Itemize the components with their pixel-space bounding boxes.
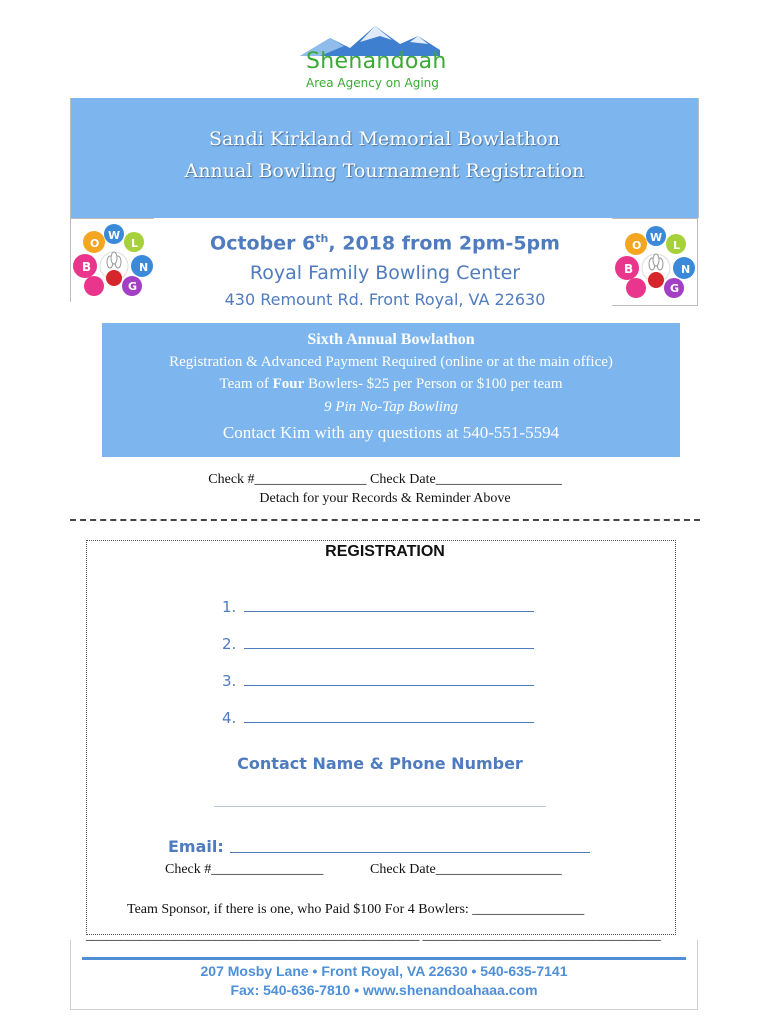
event-date-suffix: th [315, 232, 329, 245]
bowler-number: 4. [222, 709, 237, 727]
team-sponsor-lines: _________________________________________________ ___________________________________ [86, 928, 661, 943]
letter-n: N [681, 263, 691, 276]
bowler-field-1[interactable] [222, 598, 534, 616]
event-address: 430 Remount Rd. Front Royal, VA 22630 [224, 290, 546, 309]
info-box [102, 323, 680, 457]
contact-heading: Contact Name & Phone Number [237, 754, 523, 773]
check-number-field: Check #________________ [165, 862, 324, 877]
bowler-line[interactable] [244, 600, 534, 612]
registration-title: REGISTRATION [325, 543, 445, 560]
footer-fax-web: Fax: 540-636-7810 • www.shenandoahaaa.com [230, 982, 538, 998]
email-label: Email: [168, 837, 224, 856]
title-line-2: Annual Bowling Tournament Registration [184, 160, 585, 182]
bowler-line[interactable] [244, 674, 534, 686]
letter-g: G [670, 282, 680, 295]
footer-address: 207 Mosby Lane • Front Royal, VA 22630 • 540-635-7141 [200, 963, 568, 979]
bowler-number: 3. [222, 672, 237, 690]
letter-b: B [82, 260, 92, 274]
check-date-field: Check Date__________________ [370, 862, 562, 877]
title-line-1: Sandi Kirkland Memorial Bowlathon [209, 128, 560, 150]
bowler-field-3[interactable] [222, 672, 534, 690]
team-sponsor-field: Team Sponsor, if there is one, who Paid $100 For 4 Bowlers: ________________ [127, 902, 585, 917]
letter-o: O [90, 237, 100, 250]
logo-subtitle: Area Agency on Aging [306, 76, 439, 90]
bowling-graphic-right [612, 222, 698, 308]
letter-g: G [128, 280, 138, 293]
bowler-number: 2. [222, 635, 237, 653]
agency-logo [300, 22, 470, 97]
info-contact: Contact Kim with any questions at 540-551-5594 [222, 423, 560, 442]
info-team-count: Four [272, 376, 305, 392]
info-team-pricing [102, 376, 680, 393]
title-banner [70, 98, 699, 218]
bowler-field-4[interactable] [222, 709, 534, 727]
info-format: 9 Pin No-Tap Bowling [323, 399, 459, 415]
contact-name-field[interactable] [214, 806, 546, 807]
footer-rule [82, 957, 686, 960]
bowler-line[interactable] [244, 637, 534, 649]
letter-o: O [632, 239, 642, 252]
bowler-field-2[interactable] [222, 635, 534, 653]
letter-l: L [673, 239, 681, 252]
logo-name: Shenandoah [306, 49, 447, 74]
letter-b: B [624, 262, 634, 276]
receipt-detach-note: Detach for your Records & Reminder Above [259, 491, 511, 506]
info-team-pre: Team of [219, 376, 273, 392]
bowler-number: 1. [222, 598, 237, 616]
event-venue: Royal Family Bowling Center [249, 262, 521, 284]
bowler-line[interactable] [244, 711, 534, 723]
event-date [150, 232, 620, 254]
cut-line [70, 519, 700, 521]
letter-w: W [108, 229, 121, 242]
info-heading: Sixth Annual Bowlathon [307, 331, 475, 348]
letter-l: L [131, 237, 139, 250]
bowling-graphic-left [70, 220, 156, 306]
letter-n: N [139, 261, 149, 274]
info-registration: Registration & Advanced Payment Required (online or at the main office) [169, 354, 613, 370]
letter-w: W [650, 231, 663, 244]
info-team-post: Bowlers- $25 per Person or $100 per team [304, 376, 563, 392]
event-date-time: , 2018 from 2pm-5pm [328, 232, 560, 255]
event-date-main: October 6 [210, 232, 316, 255]
receipt-check-line: Check #________________ Check Date__________________ [208, 472, 562, 487]
email-field[interactable] [230, 852, 590, 853]
